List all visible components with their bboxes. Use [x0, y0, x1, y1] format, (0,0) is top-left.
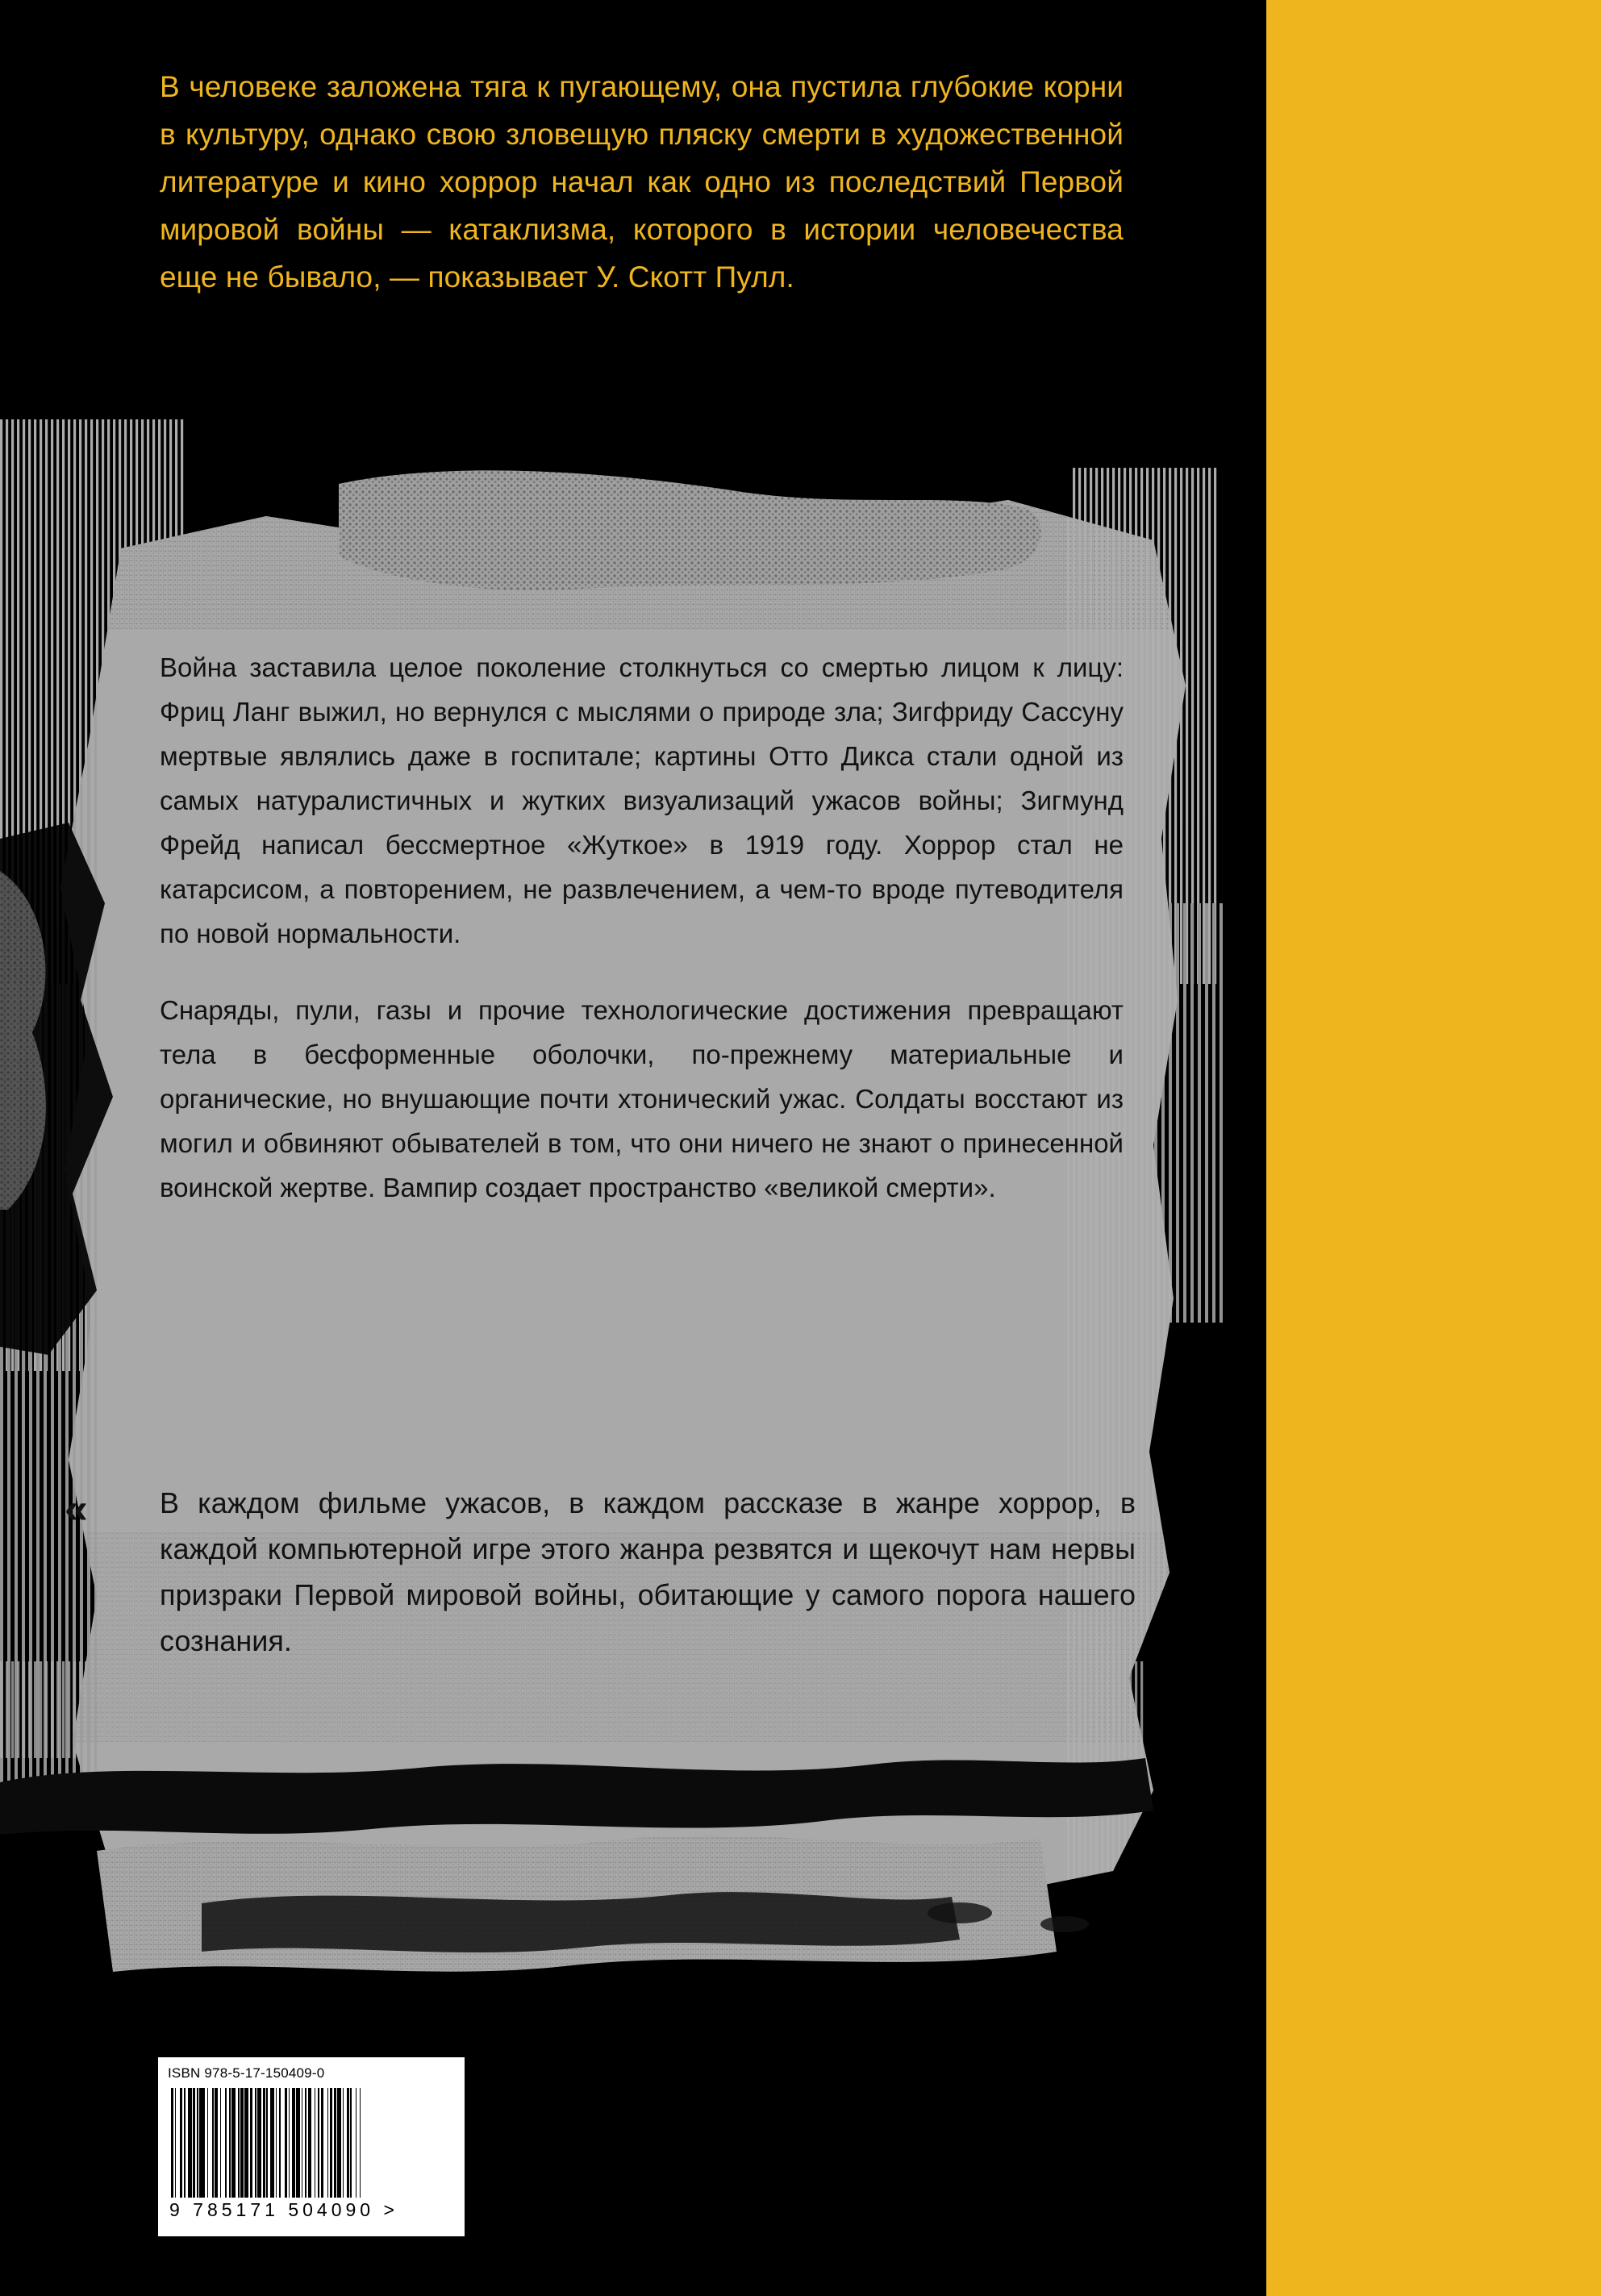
body-paragraph-1: Война заставила целое поколение столкнуться со смертью лицом к лицу: Фриц Ланг выжил, но вернулся с мыслями о природе зла; Зигфриду Сассуну мертвые являлись даже в госпитале; картины Отто Дикса стали одной из самых натуралистичных и жутких визуализаций ужасов войны; Зигмунд Фрейд написал бессмертное «Жуткое» в 1919 году. Хоррор стал не катарсисом, а повторением, не развлечением, а чем-то вроде путеводителя по новой нормальности.	[160, 652, 1124, 948]
pull-quote	[160, 1480, 1136, 1664]
body-paragraph-2: Снаряды, пули, газы и прочие технологические достижения превращают тела в бесформенные оболочки, по-прежнему материальные и органические, но внушающие почти хтонический ужас. Солдаты восстают из могил и обвиняют обывателей в том, что они ничего не знают о принесенной воинской жертве. Вампир создает пространство «великой смерти».	[160, 995, 1124, 1202]
spine-strip	[1266, 0, 1601, 2296]
barcode-block	[158, 2057, 465, 2236]
top-quote	[160, 63, 1124, 301]
pull-quote-text: В каждом фильме ужасов, в каждом рассказе в жанре хоррор, в каждой компьютерной игре этого жанра резвятся и щекочут нам нервы призраки Первой мировой войны, обитающие у самого порога нашего сознания.	[160, 1486, 1136, 1657]
body-text	[160, 645, 1124, 1210]
barcode-bars	[171, 2088, 452, 2198]
isbn-label: ISBN 978-5-17-150409-0	[168, 2065, 325, 2081]
top-quote-text: В человеке заложена тяга к пугающему, она пустила глубокие корни в культуру, однако свою зловещую пляску смерти в художественной литературе и кино хоррор начал как одно из последствий Первой мировой войны — катаклизма, которого в истории человечества еще не бывало, — показывает У. Скотт Пулл.	[160, 70, 1124, 294]
barcode-digits: 9 785171 504090 >	[169, 2199, 398, 2220]
quote-mark-icon: «	[65, 1486, 85, 1532]
